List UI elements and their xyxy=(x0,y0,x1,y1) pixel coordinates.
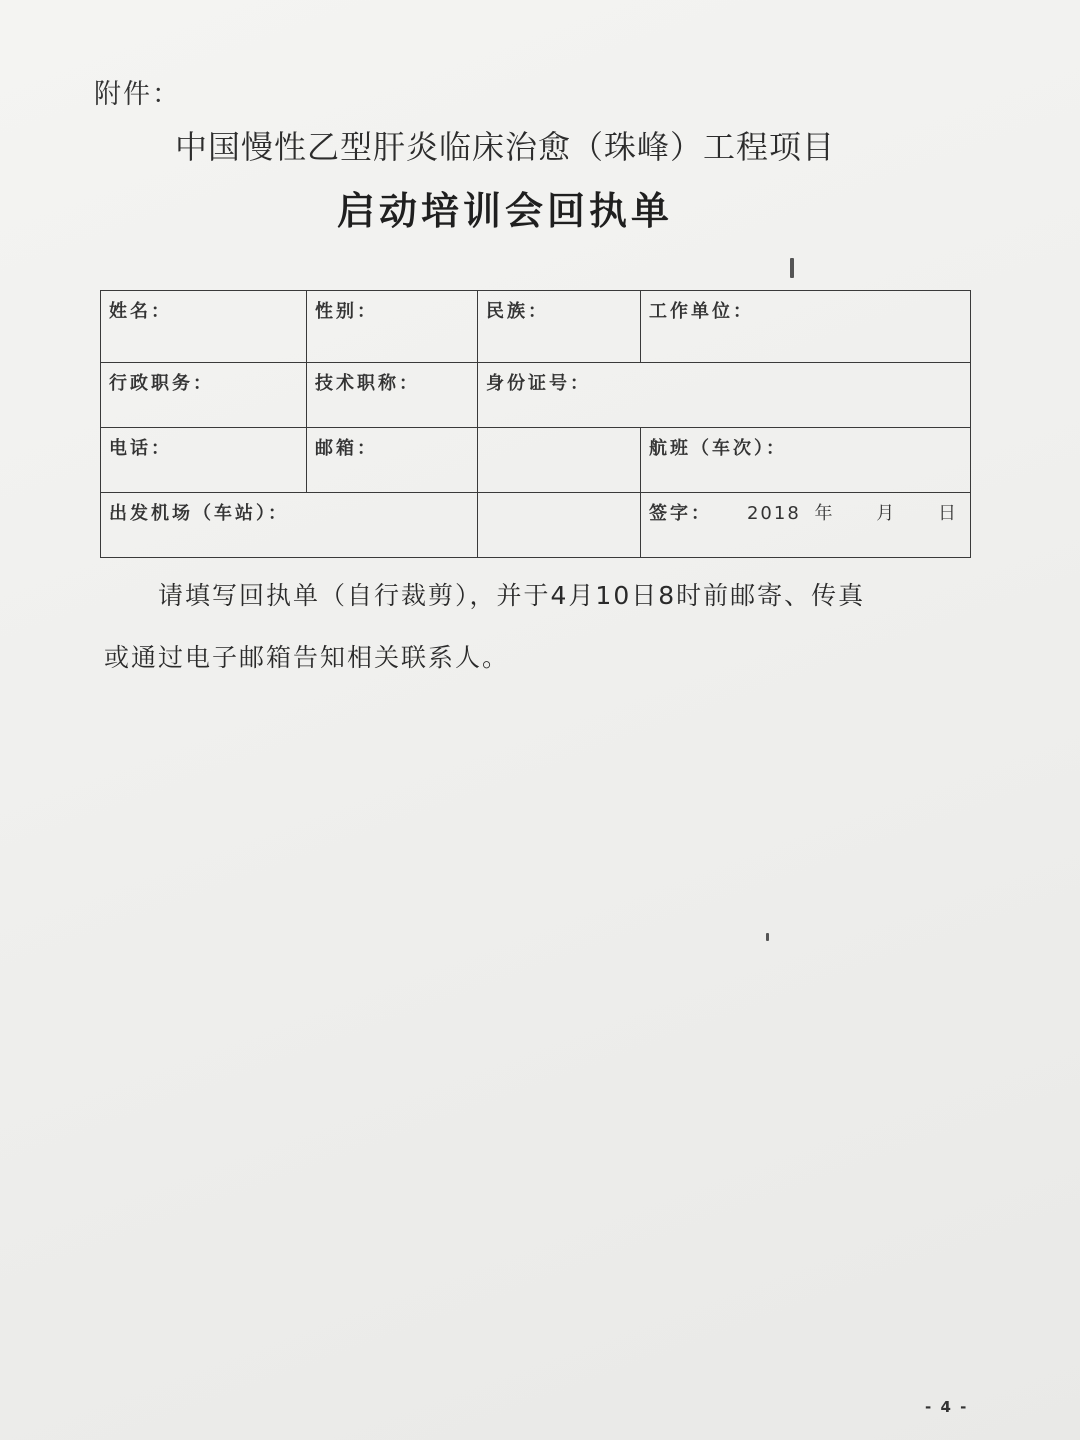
phone-cell[interactable] xyxy=(101,428,307,493)
form-row xyxy=(101,493,971,558)
workplace-label: 工作单位： xyxy=(649,301,754,322)
admin-position-cell[interactable] xyxy=(101,363,307,428)
gender-label: 性别： xyxy=(315,301,378,322)
date-day-char: 日 xyxy=(938,503,958,524)
instruction-line xyxy=(104,565,974,627)
page-number: - 4 - xyxy=(925,1398,969,1416)
name-label: 姓名： xyxy=(109,301,172,322)
form-row xyxy=(101,428,971,493)
form-title: 启动培训会回执单 xyxy=(336,189,673,233)
departure-value-cell[interactable] xyxy=(478,493,641,558)
departure-label: 出发机场（车站）： xyxy=(109,503,289,524)
phone-label: 电话： xyxy=(109,438,172,459)
email-cell[interactable] xyxy=(307,428,478,493)
signature-label: 签字： xyxy=(649,503,712,524)
technical-title-cell[interactable] xyxy=(307,363,478,428)
instruction-line xyxy=(104,627,974,689)
signature-date xyxy=(741,499,962,525)
date-year-char: 年 xyxy=(814,503,835,524)
form-row xyxy=(101,363,971,428)
date-month-char: 月 xyxy=(876,503,897,524)
signature-date-row xyxy=(649,499,962,525)
name-cell[interactable] xyxy=(101,291,307,363)
flight-label: 航班（车次）： xyxy=(649,438,787,459)
ethnicity-cell[interactable] xyxy=(478,291,641,363)
departure-cell[interactable] xyxy=(101,493,478,558)
instruction-paragraph xyxy=(104,565,974,689)
email-value-cell[interactable] xyxy=(478,428,641,493)
technical-title-label: 技术职称： xyxy=(315,373,420,394)
workplace-cell[interactable] xyxy=(641,291,971,363)
id-number-cell[interactable] xyxy=(478,363,971,428)
admin-position-label: 行政职务： xyxy=(109,373,214,394)
id-number-label: 身份证号： xyxy=(486,373,591,394)
signature-cell[interactable] xyxy=(641,493,971,558)
date-year: 2018 xyxy=(746,503,801,524)
gender-cell[interactable] xyxy=(307,291,478,363)
project-title: 中国慢性乙型肝炎临床治愈（珠峰）工程项目 xyxy=(174,128,835,166)
instruction-text-1: 请填写回执单（自行裁剪），并于4月10日8时前邮寄、传真 xyxy=(158,581,866,610)
flight-cell[interactable] xyxy=(641,428,971,493)
instruction-text-2: 或通过电子邮箱告知相关联系人。 xyxy=(104,643,510,672)
ink-speck xyxy=(790,258,794,278)
email-label: 邮箱： xyxy=(315,438,378,459)
attachment-label: 附件： xyxy=(94,79,181,110)
ethnicity-label: 民族： xyxy=(486,301,549,322)
registration-form-table xyxy=(100,290,971,558)
form-row xyxy=(101,291,971,363)
ink-speck xyxy=(766,933,769,941)
